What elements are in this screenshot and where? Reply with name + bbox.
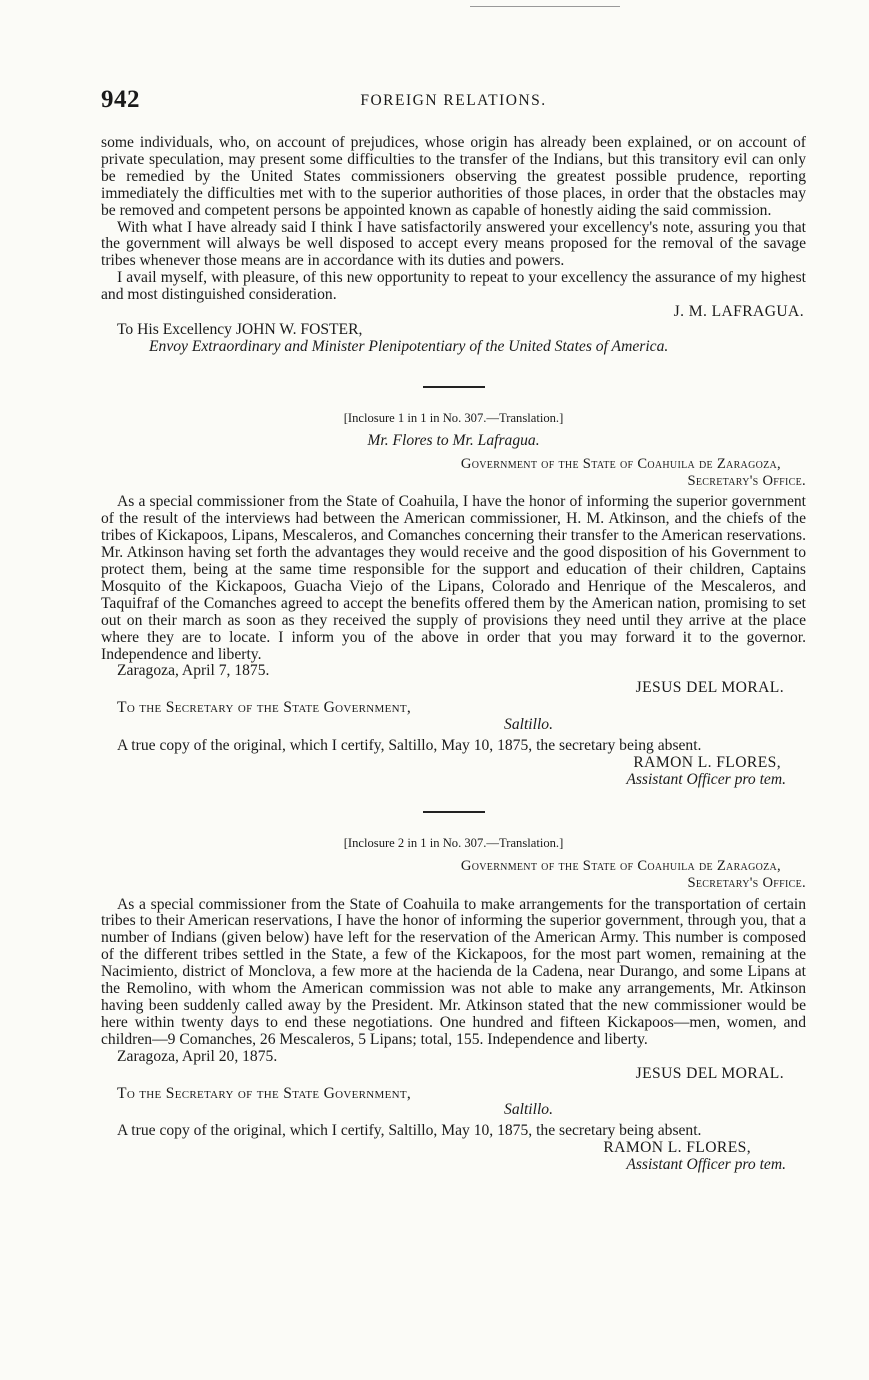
inclosure-1-date: Zaragoza, April 7, 1875. <box>117 662 270 680</box>
letter-paragraph-3: I avail myself, with pleasure, of this new opportunity to repeat to your excellency the assurance of my highest and most distinguished consideration. <box>101 269 806 304</box>
inclosure-2-certifier-title: Assistant Officer pro tem. <box>626 1156 786 1174</box>
inclosure-2-addressee: To the Secretary of the State Government, <box>117 1084 412 1102</box>
inclosure-1-office: Secretary's Office. <box>687 472 806 489</box>
inclosure-2-label: [Inclosure 2 in 1 in No. 307.—Translation.] <box>343 835 564 850</box>
inclosure-1-certifier: RAMON L. FLORES, <box>633 754 781 771</box>
inclosure-2-certification: A true copy of the original, which I certify, Saltillo, May 10, 1875, the secretary being absent. <box>117 1122 702 1140</box>
inclosure-1-city: Saltillo. <box>504 716 553 734</box>
inclosure-1-label: [Inclosure 1 in 1 in No. 307.—Translation.] <box>343 410 564 425</box>
running-title: FOREIGN RELATIONS. <box>360 92 547 109</box>
top-edge-line <box>470 6 620 7</box>
inclosure-1-certifier-title: Assistant Officer pro tem. <box>626 770 786 788</box>
inclosure-1-government: Government of the State of Coahuila de Zaragoza, <box>460 455 781 472</box>
letter-signature: J. M. LAFRAGUA. <box>673 303 804 321</box>
letter-addressee: To His Excellency JOHN W. FOSTER, <box>117 320 363 338</box>
letter-addressee-title: Envoy Extraordinary and Minister Plenipotentiary of the United States of America. <box>149 337 669 355</box>
letter-paragraph-1: some individuals, who, on account of prejudices, whose origin has already been explained, or on account of private speculation, may present some difficulties to the transfer of the Indians, but this transitory evil can only be remedied by the United States commissioners observing the greatest possible prudence, reporting immediately the difficulties met with to the superior authorities of those places, in order that the obstacles may be removed and competent persons be appointed known as capable of honestly aiding the said commission. <box>101 134 806 219</box>
inclosure-2-paragraph: As a special commissioner from the State of Coahuila to make arrangements for the transportation of certain tribes to their American reservations, I have the honor of informing the superior government, through you, that a number of Indians (given below) have left for the reservation of the American Army. This number is composed of the different tribes settled in the State, a few of the Kickapoos, for the most part women, remaining at the Nacimiento, district of Monclova, a few more at the hacienda de la Cadena, near Durango, and some Lipans at the Remolino, with whom the American commission was not able to make any arrangements, Mr. Atkinson having been suddenly called away by the President. Mr. Atkinson stated that the new commissioner would be here within twenty days to end these negotiations. One hundred and fifteen Kickapoos—men, women, and children—9 Comanches, 26 Mescaleros, 5 Lipans; total, 155. Independence and liberty. <box>101 895 806 1048</box>
page-body <box>101 135 806 1174</box>
section-divider <box>423 386 485 388</box>
letter-paragraph-2: With what I have already said I think I have satisfactorily answered your excellency's note, assuring you that the government will always be well disposed to accept every means proposed for the removal of the savage tribes whenever those means are in accordance with its duties and powers. <box>101 218 806 270</box>
inclosure-2-date: Zaragoza, April 20, 1875. <box>117 1047 278 1065</box>
inclosure-1-certification: A true copy of the original, which I certify, Saltillo, May 10, 1875, the secretary being absent. <box>117 737 702 755</box>
inclosure-1-signature: JESUS DEL MORAL. <box>635 679 784 697</box>
inclosure-1-subheading: Mr. Flores to Mr. Lafragua. <box>367 431 540 449</box>
page-header <box>101 86 806 116</box>
section-divider-2 <box>423 811 485 813</box>
inclosure-2-city: Saltillo. <box>504 1101 553 1119</box>
inclosure-1-addressee: To the Secretary of the State Government, <box>117 699 412 717</box>
inclosure-2-government: Government of the State of Coahuila de Zaragoza, <box>460 857 781 874</box>
page-number: 942 <box>101 86 140 113</box>
inclosure-2-signature: JESUS DEL MORAL. <box>635 1064 784 1082</box>
inclosure-2-certifier: RAMON L. FLORES, <box>603 1139 751 1157</box>
inclosure-1-paragraph: As a special commissioner from the State of Coahuila, I have the honor of informing the superior government of the result of the interviews had between the American commissioner, H. M. Atkinson, and the chiefs of the tribes of Kickapoos, Lipans, Mescaleros, and Comanches concerning their transfer to the American reservations. Mr. Atkinson having set forth the advantages they would receive and the good disposition of his Government to protect them, being at the same time responsible for the support and education of their children, Captains Mosquito of the Kickapoos, Guacha Viejo of the Lipans, Colorado and Henrique of the Mescaleros, and Taquifraf of the Comanches agreed to accept the benefits offered them by the American nation, promising to set out on their march as soon as they received the supply of provisions they need until they arrive at the place where they are to locate. I inform you of the above in order that you may forward it to the governor. Independence and liberty. <box>101 493 806 663</box>
inclosure-2-office: Secretary's Office. <box>687 874 806 891</box>
